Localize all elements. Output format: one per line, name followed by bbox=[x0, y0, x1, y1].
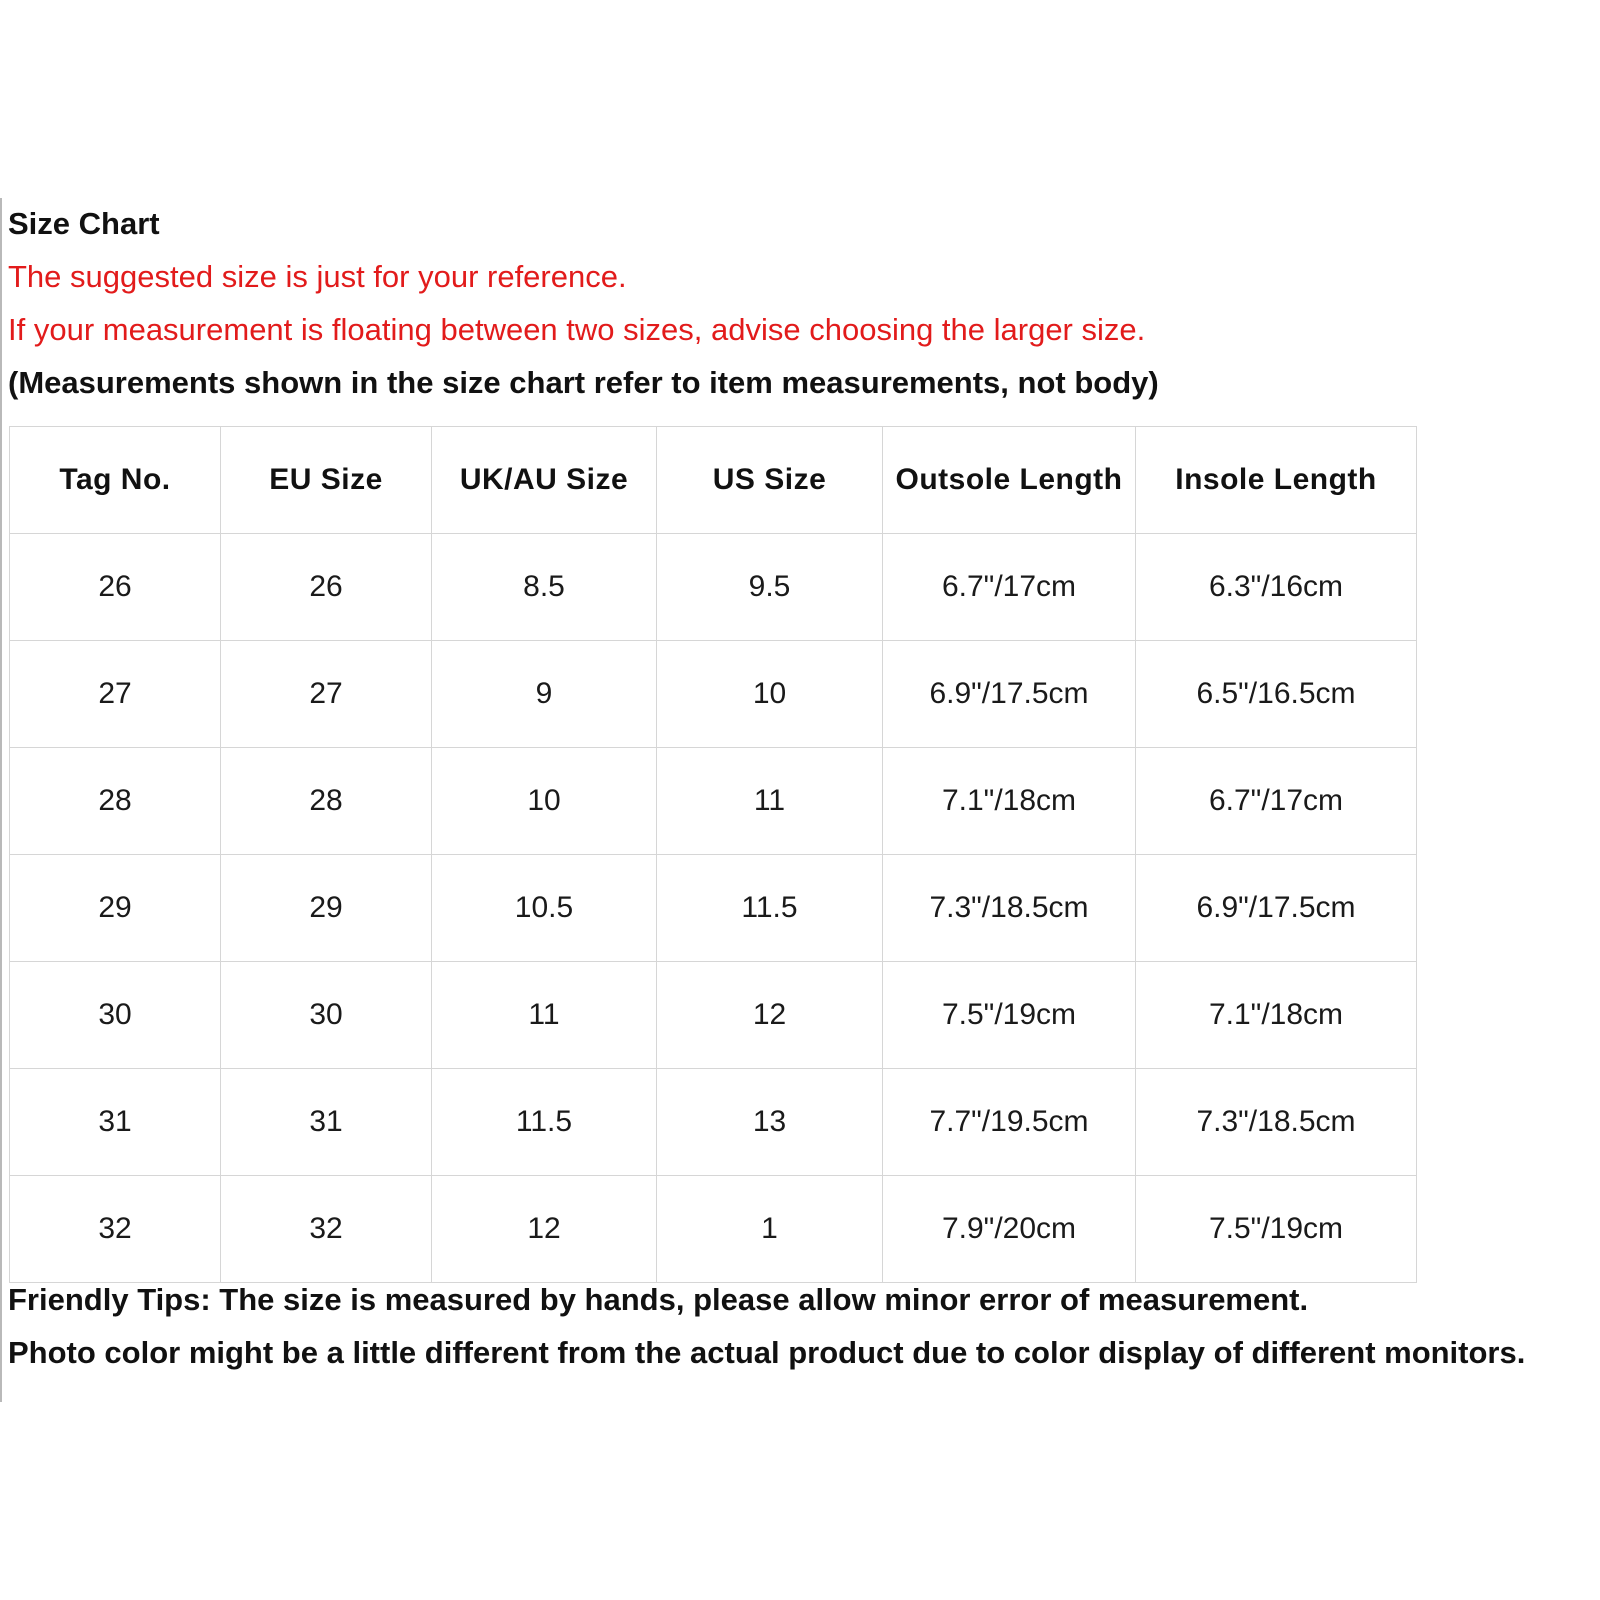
cell-tag-no: 27 bbox=[10, 641, 221, 748]
cell-us-size: 11 bbox=[657, 748, 883, 855]
table-row bbox=[10, 1069, 1417, 1176]
cell-uk-au-size: 11 bbox=[432, 962, 657, 1069]
cell-outsole-length: 7.3"/18.5cm bbox=[883, 855, 1136, 962]
cell-eu-size: 28 bbox=[221, 748, 432, 855]
cell-tag-no: 26 bbox=[10, 534, 221, 641]
cell-outsole-length: 7.1"/18cm bbox=[883, 748, 1136, 855]
table-row bbox=[10, 1176, 1417, 1283]
cell-outsole-length: 6.7"/17cm bbox=[883, 534, 1136, 641]
cell-eu-size: 32 bbox=[221, 1176, 432, 1283]
cell-us-size: 10 bbox=[657, 641, 883, 748]
cell-tag-no: 28 bbox=[10, 748, 221, 855]
cell-eu-size: 27 bbox=[221, 641, 432, 748]
header-insole-length: Insole Length bbox=[1136, 427, 1417, 534]
header-eu-size: EU Size bbox=[221, 427, 432, 534]
measurement-disclaimer: (Measurements shown in the size chart refer to item measurements, not body) bbox=[8, 365, 1159, 400]
larger-size-advice: If your measurement is floating between two sizes, advise choosing the larger size. bbox=[8, 312, 1146, 347]
cell-tag-no: 31 bbox=[10, 1069, 221, 1176]
table-row bbox=[10, 748, 1417, 855]
cell-eu-size: 26 bbox=[221, 534, 432, 641]
cell-insole-length: 6.9"/17.5cm bbox=[1136, 855, 1417, 962]
friendly-tips: Friendly Tips: The size is measured by hands, please allow minor error of measurement. bbox=[8, 1282, 1309, 1317]
cell-uk-au-size: 11.5 bbox=[432, 1069, 657, 1176]
cell-uk-au-size: 9 bbox=[432, 641, 657, 748]
cell-outsole-length: 6.9"/17.5cm bbox=[883, 641, 1136, 748]
cell-tag-no: 32 bbox=[10, 1176, 221, 1283]
table-header-row bbox=[10, 427, 1417, 534]
cell-us-size: 11.5 bbox=[657, 855, 883, 962]
size-chart-title: Size Chart bbox=[8, 206, 160, 241]
table-row bbox=[10, 534, 1417, 641]
photo-color-note: Photo color might be a little different from the actual product due to color display of different monitors. bbox=[8, 1335, 1526, 1370]
cell-uk-au-size: 10.5 bbox=[432, 855, 657, 962]
table-row bbox=[10, 855, 1417, 962]
cell-us-size: 9.5 bbox=[657, 534, 883, 641]
header-uk-au-size: UK/AU Size bbox=[432, 427, 657, 534]
cell-insole-length: 6.7"/17cm bbox=[1136, 748, 1417, 855]
cell-eu-size: 30 bbox=[221, 962, 432, 1069]
cell-insole-length: 7.5"/19cm bbox=[1136, 1176, 1417, 1283]
cell-insole-length: 7.3"/18.5cm bbox=[1136, 1069, 1417, 1176]
cell-uk-au-size: 12 bbox=[432, 1176, 657, 1283]
cell-outsole-length: 7.9"/20cm bbox=[883, 1176, 1136, 1283]
cell-eu-size: 31 bbox=[221, 1069, 432, 1176]
cell-tag-no: 29 bbox=[10, 855, 221, 962]
cell-uk-au-size: 10 bbox=[432, 748, 657, 855]
cell-us-size: 1 bbox=[657, 1176, 883, 1283]
cell-tag-no: 30 bbox=[10, 962, 221, 1069]
cell-insole-length: 6.5"/16.5cm bbox=[1136, 641, 1417, 748]
header-tag-no: Tag No. bbox=[10, 427, 221, 534]
cell-outsole-length: 7.5"/19cm bbox=[883, 962, 1136, 1069]
reference-note: The suggested size is just for your reference. bbox=[8, 259, 627, 294]
cell-insole-length: 6.3"/16cm bbox=[1136, 534, 1417, 641]
cell-us-size: 13 bbox=[657, 1069, 883, 1176]
header-outsole-length: Outsole Length bbox=[883, 427, 1136, 534]
cell-eu-size: 29 bbox=[221, 855, 432, 962]
table-row bbox=[10, 962, 1417, 1069]
cell-insole-length: 7.1"/18cm bbox=[1136, 962, 1417, 1069]
cell-us-size: 12 bbox=[657, 962, 883, 1069]
cell-outsole-length: 7.7"/19.5cm bbox=[883, 1069, 1136, 1176]
table-row bbox=[10, 641, 1417, 748]
size-table bbox=[9, 426, 1417, 1283]
cell-uk-au-size: 8.5 bbox=[432, 534, 657, 641]
header-us-size: US Size bbox=[657, 427, 883, 534]
